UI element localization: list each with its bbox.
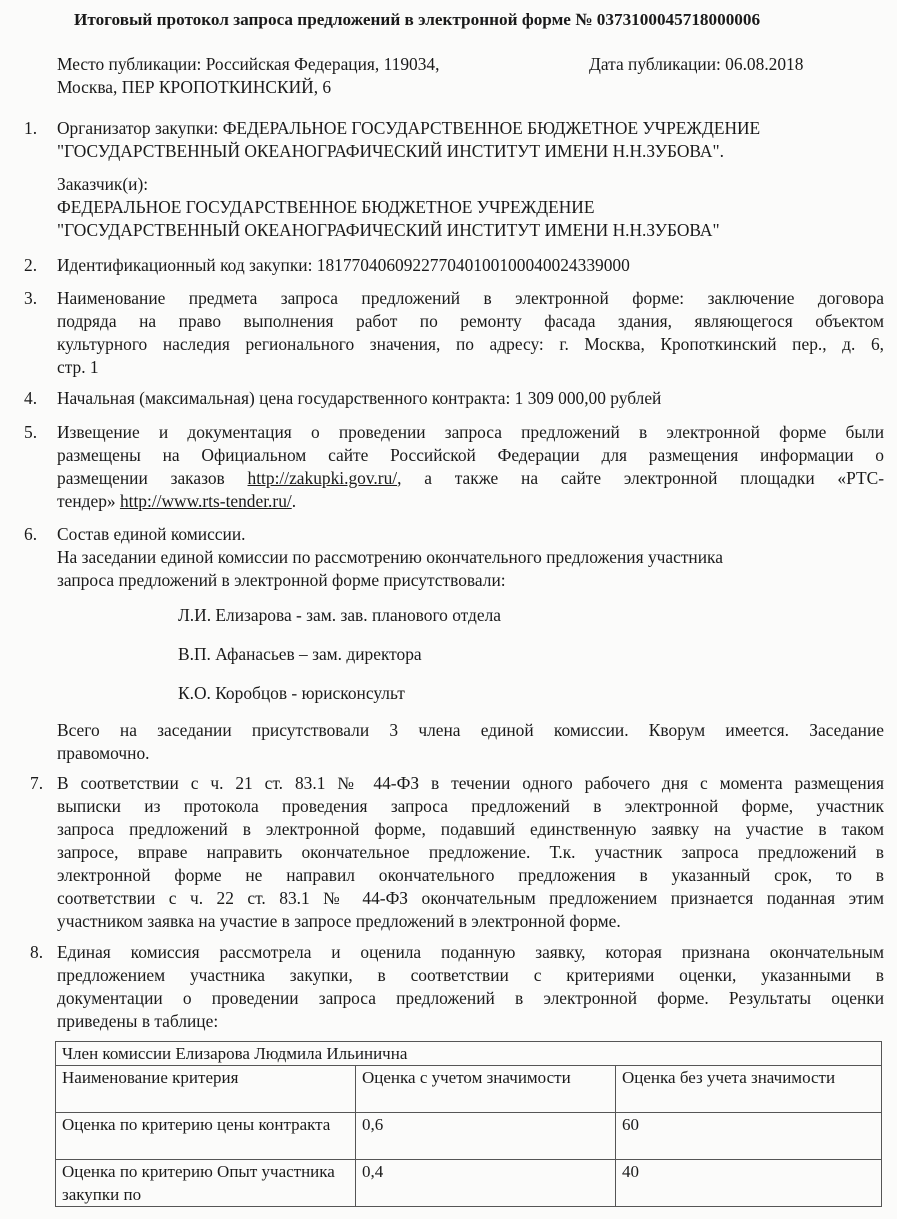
- notice-text: , а также на сайте электронной площадки «РТС-: [397, 468, 885, 488]
- item-number: 6.: [24, 524, 38, 544]
- weighted-score-cell: 0,6: [356, 1113, 616, 1160]
- commission-line: запроса предложений в электронной форме присутствовали:: [57, 570, 506, 590]
- item-notice: [24, 421, 884, 513]
- customer-line: "ГОСУДАРСТВЕННЫЙ ОКЕАНОГРАФИЧЕСКИЙ ИНСТИТУТ ИМЕНИ Н.Н.ЗУБОВА": [57, 220, 720, 240]
- subject-line: Наименование предмета запроса предложений в электронной форме: заключение договора: [57, 288, 884, 308]
- item-number: 7.: [30, 773, 44, 793]
- item-number: 3.: [24, 288, 38, 308]
- max-price: Начальная (максимальная) цена государственного контракта: 1 309 000,00 рублей: [57, 388, 662, 408]
- subject-line: подряда на право выполнения работ по ремонту фасада здания, являющегося объектом: [57, 311, 884, 331]
- evaluation-line: приведены в таблице:: [57, 1011, 219, 1031]
- item-max-price: [24, 387, 884, 410]
- quorum-line: Всего на заседании присутствовали 3 члена единой комиссии. Кворум имеется. Заседание: [57, 720, 884, 740]
- subject-line: стр. 1: [57, 357, 99, 377]
- quorum-paragraph: [57, 719, 884, 765]
- member-cell: Член комиссии Елизарова Людмила Ильинична: [56, 1042, 882, 1066]
- notice-line: [57, 467, 884, 490]
- publication-place-line: Место публикации: Российская Федерация, 119034,: [57, 54, 440, 74]
- final-offer-line: В соответствии с ч. 21 ст. 83.1 № 44-ФЗ в течении одного рабочего дня с момента размещения: [57, 773, 884, 793]
- criterion-cell: Оценка по критерию цены контракта: [56, 1113, 356, 1160]
- organizer-line: "ГОСУДАРСТВЕННЫЙ ОКЕАНОГРАФИЧЕСКИЙ ИНСТИТУТ ИМЕНИ Н.Н.ЗУБОВА".: [57, 141, 724, 161]
- raw-score-cell: 60: [616, 1113, 882, 1160]
- evaluation-table: [55, 1041, 882, 1207]
- commission-member: Л.И. Елизарова - зам. зав. планового отдела: [178, 605, 501, 625]
- final-offer-line: участником заявка на участие в запросе предложений в электронной форме.: [57, 911, 621, 931]
- commission-heading: Состав единой комиссии.: [57, 524, 246, 544]
- header-row: [56, 1066, 882, 1113]
- final-offer-line: выписки из протокола проведения запроса предложений в электронной форме, участник: [57, 796, 884, 816]
- item-evaluation: [30, 941, 884, 1033]
- quorum-line: правомочно.: [57, 743, 150, 763]
- evaluation-line: документации о проведении запроса предложений в электронной форме. Результаты оценки: [57, 988, 884, 1008]
- notice-line: Извещение и документация о проведении запроса предложений в электронной форме были: [57, 422, 884, 442]
- notice-line: размещены на Официальном сайте Российской Федерации для размещения информации о: [57, 445, 884, 465]
- evaluation-line: Единая комиссия рассмотрела и оценила поданную заявку, которая признана окончательным: [57, 942, 884, 962]
- raw-score-cell: 40: [616, 1160, 882, 1207]
- header-cell: Наименование критерия: [56, 1066, 356, 1113]
- procurement-code: Идентификационный код закупки: 181770406092277040100100040024339000: [57, 255, 630, 275]
- publication-place: [57, 53, 527, 99]
- item-subject: [24, 287, 884, 379]
- table-row: [56, 1113, 882, 1160]
- notice-text: .: [291, 491, 297, 511]
- subject-line: культурного наследия регионального значения, по адресу: г. Москва, Кропоткинский пер., д. 6,: [57, 334, 884, 354]
- final-offer-line: электронной форме не направил окончательного предложения в указанный срок, то в: [57, 865, 884, 885]
- document-title: Итоговый протокол запроса предложений в электронной форме № 0373100045718000006: [74, 10, 761, 29]
- item-number: 1.: [24, 118, 38, 138]
- item-procurement-code: [24, 254, 884, 277]
- commission-member: В.П. Афанасьев – зам. директора: [178, 644, 422, 664]
- customer-label: Заказчик(и):: [57, 174, 149, 194]
- commission-member: К.О. Коробцов - юрисконсульт: [178, 683, 405, 703]
- notice-text: размещении заказов: [57, 468, 248, 488]
- item-number: 2.: [24, 255, 38, 275]
- item-number: 8.: [30, 942, 44, 962]
- zakupki-link[interactable]: http://zakupki.gov.ru/: [247, 468, 398, 488]
- header-cell: Оценка без учета значимости: [616, 1066, 882, 1113]
- item-number: 4.: [24, 388, 38, 408]
- customer-line: ФЕДЕРАЛЬНОЕ ГОСУДАРСТВЕННОЕ БЮДЖЕТНОЕ УЧРЕЖДЕНИЕ: [57, 197, 595, 217]
- commission-line: На заседании единой комиссии по рассмотрению окончательного предложения участника: [57, 547, 723, 567]
- publication-date: Дата публикации: 06.08.2018: [589, 54, 804, 74]
- item-organizer: [24, 117, 884, 242]
- final-offer-line: соответствии с ч. 22 ст. 83.1 № 44-ФЗ окончательным предложением признается поданная этим: [57, 888, 884, 908]
- table-row: [56, 1160, 882, 1207]
- publication-place-line: Москва, ПЕР КРОПОТКИНСКИЙ, 6: [57, 77, 332, 97]
- organizer-line: Организатор закупки: ФЕДЕРАЛЬНОЕ ГОСУДАРСТВЕННОЕ БЮДЖЕТНОЕ УЧРЕЖДЕНИЕ: [57, 118, 761, 138]
- notice-line: [57, 490, 884, 513]
- notice-text: тендер»: [57, 491, 120, 511]
- header-cell: Оценка с учетом значимости: [356, 1066, 616, 1113]
- item-number: 5.: [24, 422, 38, 442]
- member-row: [56, 1042, 882, 1066]
- rts-tender-link[interactable]: http://www.rts-tender.ru/: [119, 491, 292, 511]
- weighted-score-cell: 0,4: [356, 1160, 616, 1207]
- criterion-cell: Оценка по критерию Опыт участника закупки по: [56, 1160, 356, 1207]
- final-offer-line: запросе, вправе направить окончательное предложение. Т.к. участник запроса предложений в: [57, 842, 884, 862]
- item-final-offer: [30, 772, 884, 933]
- final-offer-line: запроса предложений в электронной форме, подавший единственную заявку на участие в таком: [57, 819, 884, 839]
- evaluation-line: предложением участника закупки, в соответствии с критериями оценки, указанными в: [57, 965, 884, 985]
- item-commission: [24, 523, 884, 592]
